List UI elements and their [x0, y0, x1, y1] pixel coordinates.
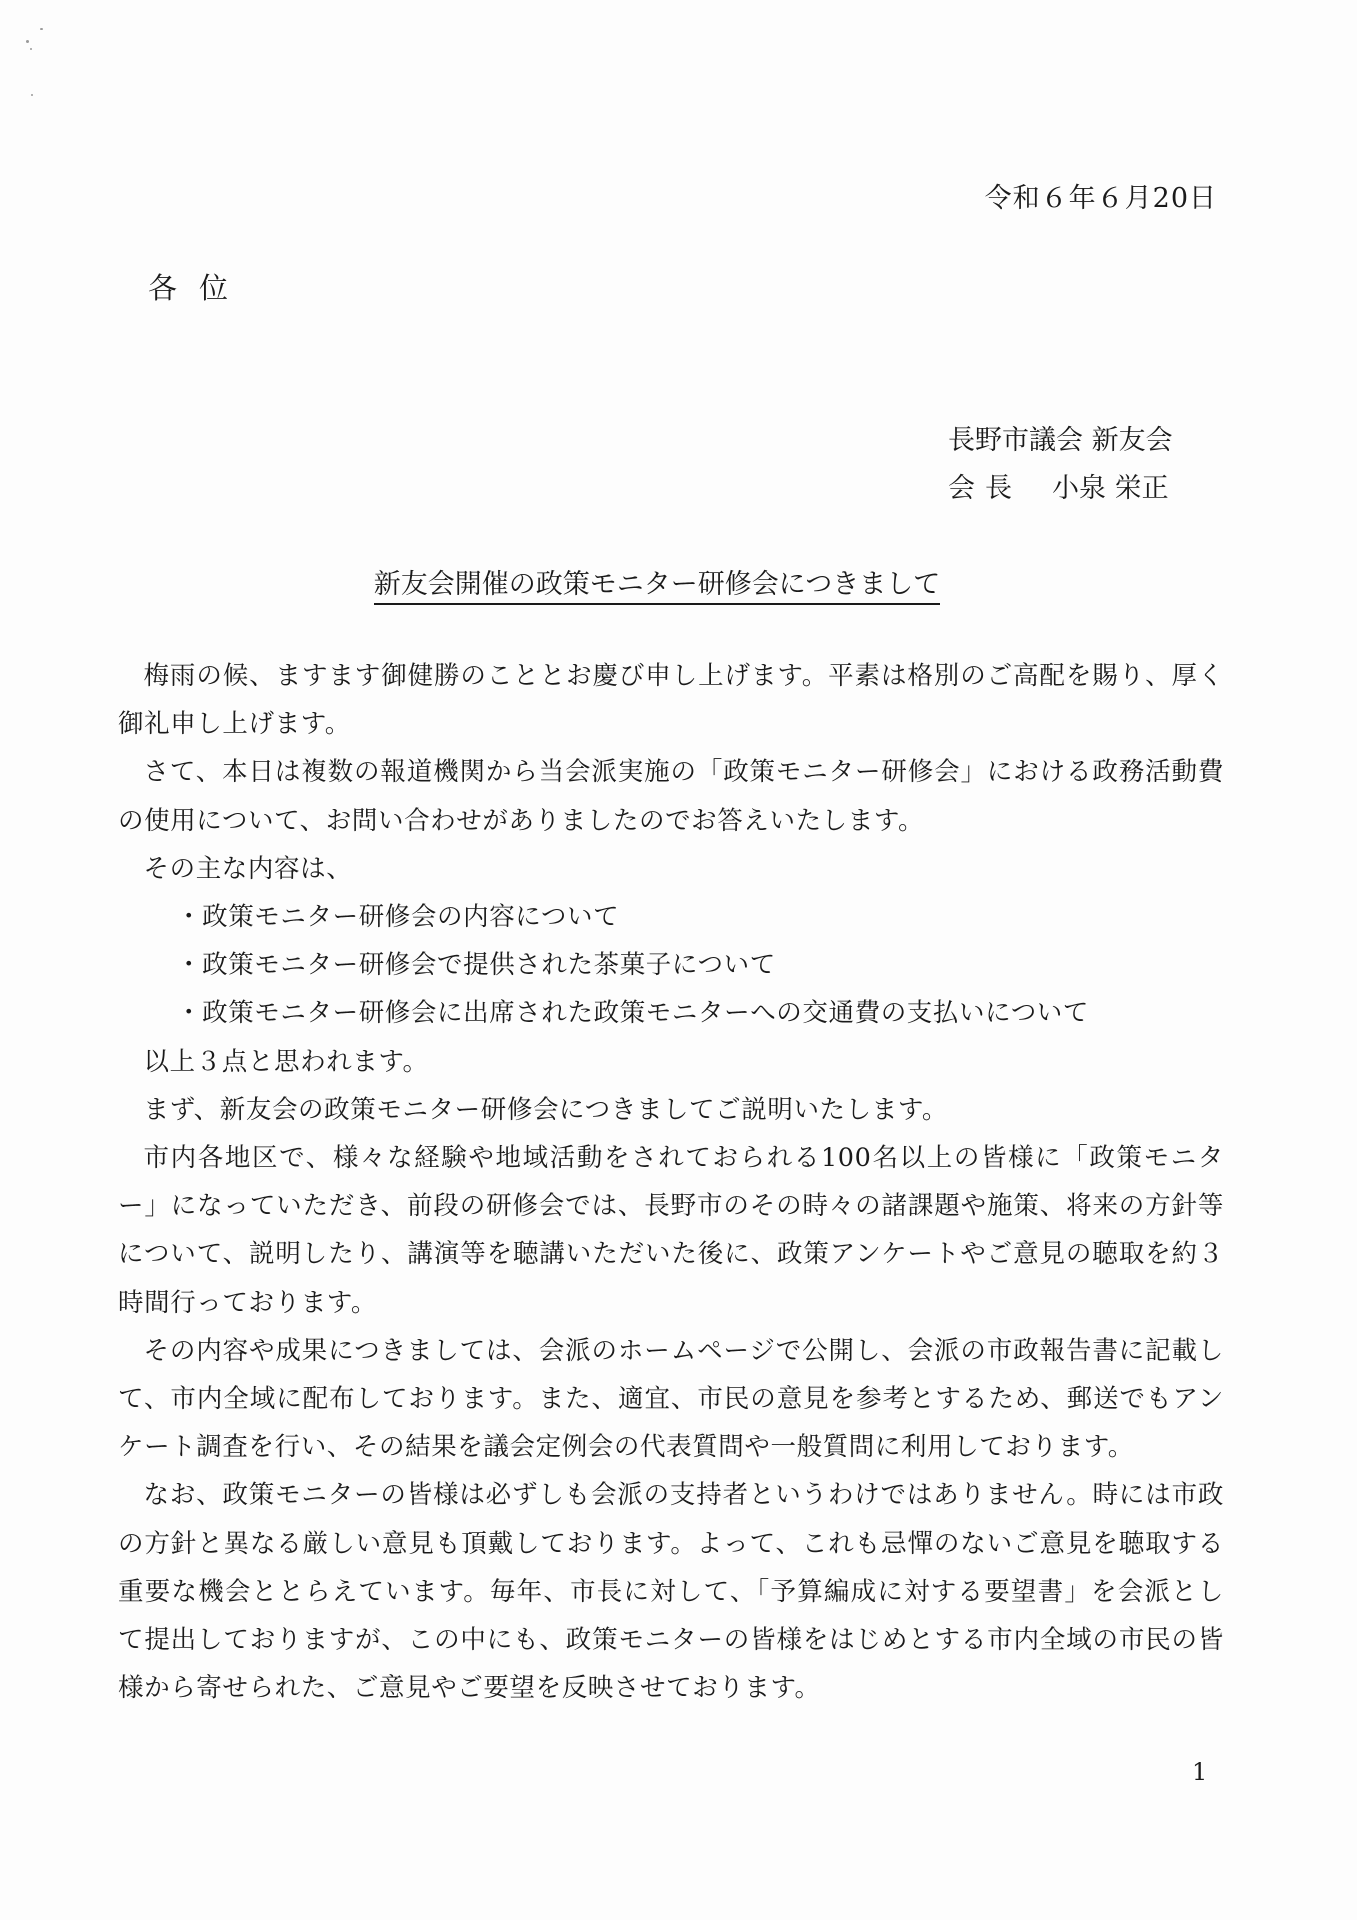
inquiry-points-list — [118, 893, 1224, 1038]
sender-representative — [948, 465, 1173, 513]
scan-speck — [40, 28, 43, 30]
sender-title: 会長 — [948, 473, 1022, 504]
explanation-intro-paragraph: まず、新友会の政策モニター研修会につきましてご説明いたします。 — [143, 1094, 949, 1125]
scan-speck — [31, 94, 33, 96]
sender-block — [948, 417, 1173, 513]
sender-name: 小泉 栄正 — [1052, 473, 1169, 504]
results-paragraph: その内容や成果につきましては、会派のホームページで公開し、会派の市政報告書に記載して、市内全域に配布しております。また、適宜、市民の意見を参考とするため、郵送でもアンケート調査を行い、その結果を議会定例会の代表質問や一般質問に利用しております。 — [118, 1335, 1224, 1463]
greeting-paragraph: 梅雨の候、ますます御健勝のこととお慶び申し上げます。平素は格別のご高配を賜り、厚く御礼申し上げます。 — [118, 661, 1224, 740]
contents-intro-paragraph: その主な内容は、 — [143, 853, 353, 884]
summary-paragraph: 以上３点と思われます。 — [143, 1046, 429, 1077]
document-subject — [0, 562, 1314, 601]
list-item: ・ 政策モニター研修会の内容について — [176, 893, 1224, 941]
page-number: 1 — [1192, 1758, 1208, 1786]
document-body — [118, 652, 1224, 1712]
inquiry-paragraph: さて、本日は複数の報道機関から当会派実施の「政策モニター研修会」における政務活動費の使用について、お問い合わせがありましたのでお答えいたします。 — [118, 757, 1224, 836]
scan-speck — [26, 40, 29, 43]
opinions-paragraph: なお、政策モニターの皆様は必ずしも会派の支持者というわけではありません。時には市政の方針と異なる厳しい意見も頂戴しております。よって、これも忌憚のないご意見を聴取する重要な機会ととらえています。毎年、市長に対して、「予算編成に対する要望書」を会派として提出しておりますが、この中にも、政策モニターの皆様をはじめとする市内全域の市民の皆様から寄せられた、ご意見やご要望を反映させております。 — [118, 1480, 1224, 1704]
list-item: ・ 政策モニター研修会に出席された政策モニターへの交通費の支払いについて — [176, 989, 1224, 1037]
document-date: 令和６年６月20日 — [984, 183, 1217, 214]
list-item: ・ 政策モニター研修会で提供された茶菓子について — [176, 941, 1224, 989]
subject-text: 新友会開催の政策モニター研修会につきまして — [374, 569, 940, 605]
monitor-description-paragraph: 市内各地区で、様々な経験や地域活動をされておられる100名以上の皆様に「政策モニター」になっていただき、前段の研修会では、長野市のその時々の諸課題や施策、将来の方針等について、説明したり、講演等を聴講いただいた後に、政策アンケートやご意見の聴取を約３時間行っております。 — [118, 1143, 1224, 1318]
scan-speck — [30, 48, 32, 50]
sender-organization: 長野市議会 新友会 — [948, 425, 1173, 456]
addressee: 各位 — [148, 271, 251, 305]
